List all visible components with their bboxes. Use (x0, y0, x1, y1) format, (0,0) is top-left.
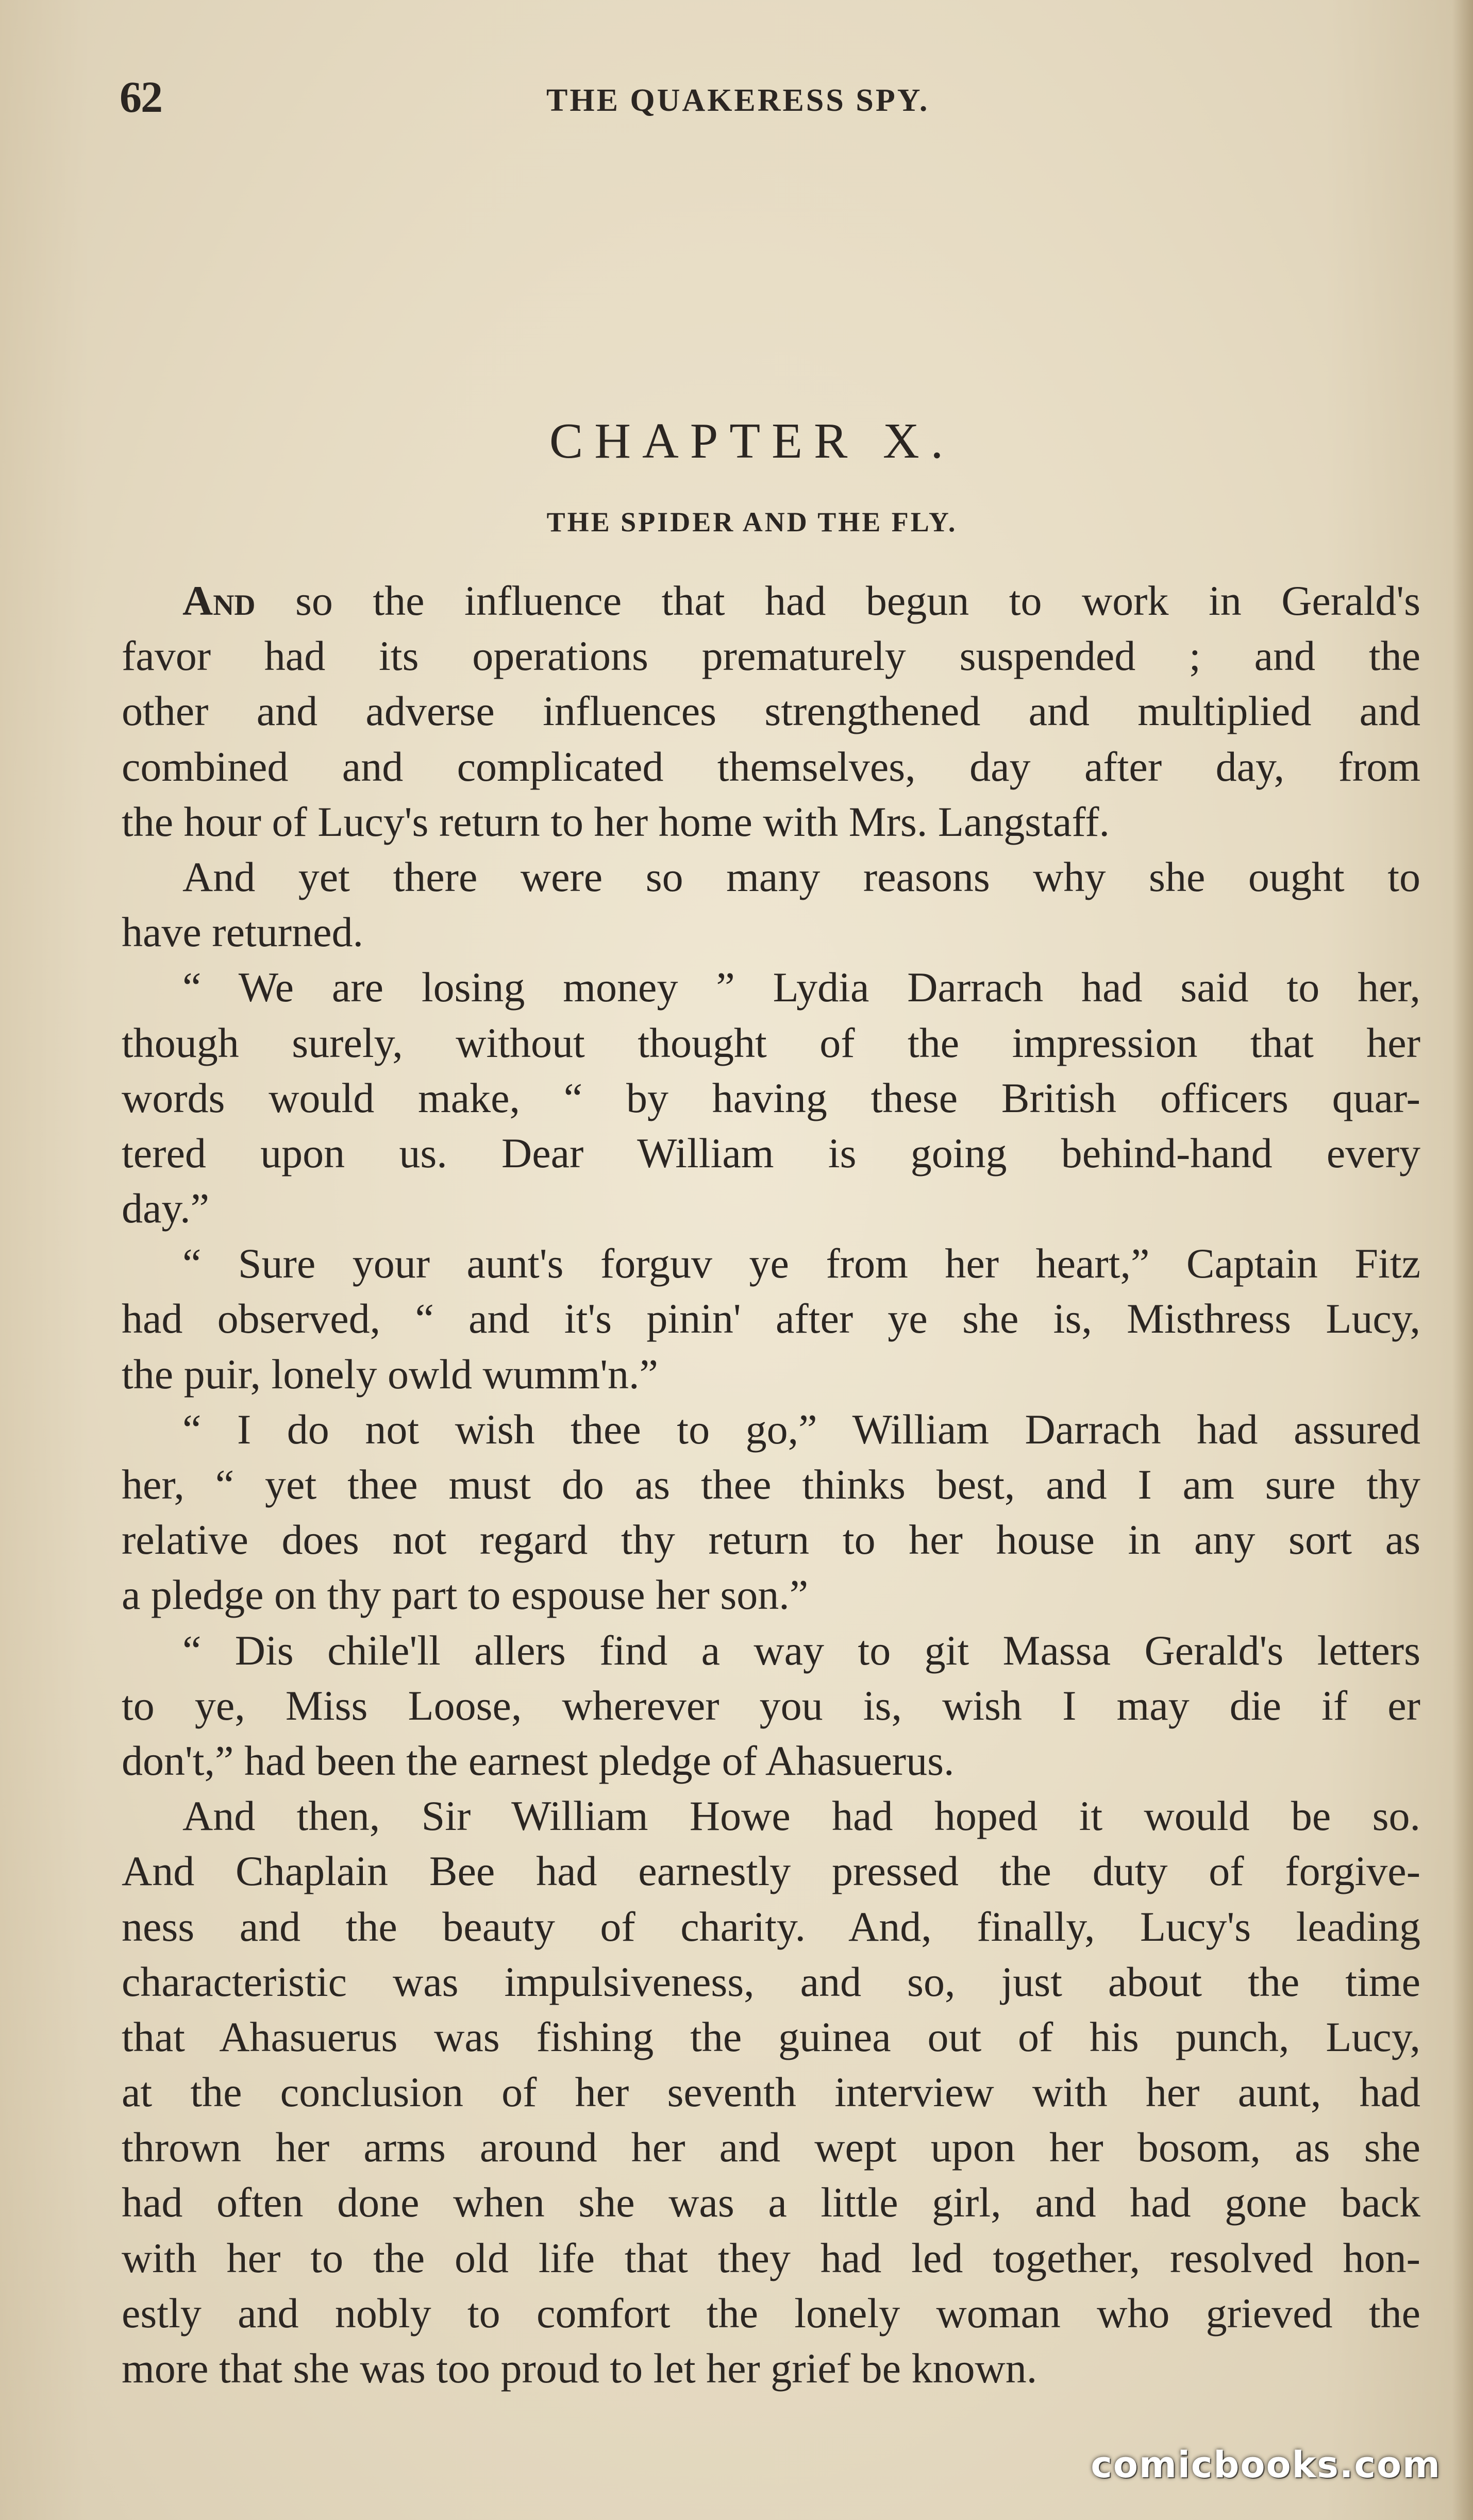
lead-word: And (182, 577, 256, 624)
chapter-title: CHAPTER X. (549, 413, 955, 469)
text-line: other and adverse influences strengthened and multiplied and (122, 687, 1420, 735)
text-line: “ We are losing money ” Lydia Darrach had said to her, (182, 964, 1420, 1011)
text-line: tered upon us. Dear William is going behind-hand every (122, 1129, 1420, 1177)
text-line: had observed, “ and it's pinin' after ye she is, Misthress Lucy, (122, 1295, 1420, 1342)
text-line: at the conclusion of her seventh interview with her aunt, had (122, 2069, 1420, 2116)
text-line: ness and the beauty of charity. And, finally, Lucy's leading (122, 1903, 1420, 1950)
text-line: favor had its operations prematurely suspended ; and the (122, 632, 1420, 680)
text-line: a pledge on thy part to espouse her son.” (122, 1571, 809, 1619)
text-line: estly and nobly to comfort the lonely woman who grieved the (122, 2289, 1420, 2337)
text-line: And yet there were so many reasons why she ought to (182, 853, 1420, 900)
text-line: the hour of Lucy's return to her home with Mrs. Langstaff. (122, 798, 1110, 845)
text-line: “ Sure your aunt's forguv ye from her heart,” Captain Fitz (182, 1240, 1420, 1287)
text-line: words would make, “ by having these British officers quar- (122, 1074, 1420, 1121)
text-line: that Ahasuerus was fishing the guinea out of his punch, Lucy, (122, 2013, 1420, 2060)
text-line: don't,” had been the earnest pledge of Ahasuerus. (122, 1737, 955, 1784)
text-line: day.” (122, 1185, 209, 1232)
text-line: And then, Sir William Howe had hoped it would be so. (182, 1792, 1420, 1840)
text-line: relative does not regard thy return to her house in any sort as (122, 1516, 1420, 1564)
text-line: had often done when she was a little girl, and had gone back (122, 2179, 1420, 2226)
text-line: “ I do not wish thee to go,” William Darrach had assured (182, 1405, 1420, 1453)
text-line: characteristic was impulsiveness, and so, just about the time (122, 1958, 1420, 2005)
page-edge-shadow (1452, 0, 1473, 2520)
text-line: combined and complicated themselves, day after day, from (122, 743, 1420, 790)
text-line: the puir, lonely owld wumm'n.” (122, 1350, 658, 1398)
text-line: though surely, without thought of the impression that her (122, 1019, 1420, 1066)
page-number: 62 (120, 72, 162, 122)
text-line: to ye, Miss Loose, wherever you is, wish I may die if er (122, 1682, 1420, 1729)
chapter-subtitle: THE SPIDER AND THE FLY. (546, 507, 958, 537)
text-line: with her to the old life that they had led together, resolved hon- (122, 2234, 1420, 2281)
text-line: have returned. (122, 909, 363, 956)
text-line: thrown her arms around her and wept upon her bosom, as she (122, 2124, 1420, 2171)
watermark: comicbooks.com (1091, 2444, 1441, 2486)
text-line: more that she was too proud to let her grief be known. (122, 2345, 1037, 2392)
text-line: And so the influence that had begun to work in Gerald's (182, 577, 1420, 624)
body-text (122, 573, 1420, 2396)
text-line: her, “ yet thee must do as thee thinks best, and I am sure thy (122, 1461, 1420, 1508)
running-head: THE QUAKERESS SPY. (546, 83, 930, 118)
text-line: And Chaplain Bee had earnestly pressed the duty of forgive- (122, 1847, 1420, 1895)
text-line: “ Dis chile'll allers find a way to git Massa Gerald's letters (182, 1626, 1420, 1674)
